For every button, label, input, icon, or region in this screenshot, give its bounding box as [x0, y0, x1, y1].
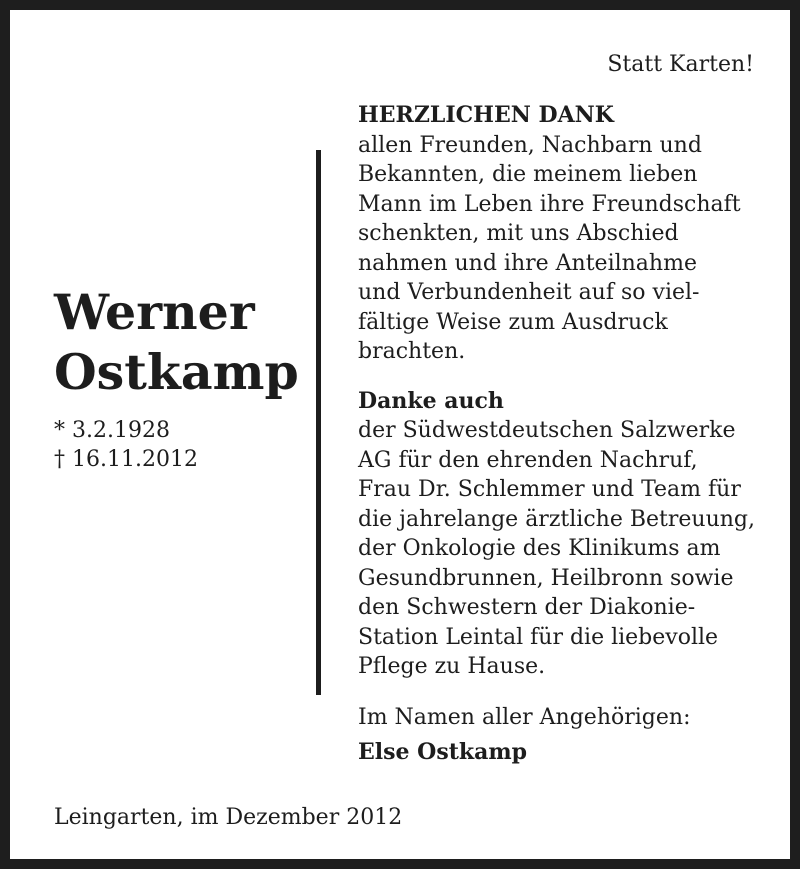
- vertical-rule: [316, 150, 321, 695]
- text-line: die jahrelange ärztliche Betreuung,: [358, 506, 755, 532]
- text-line: der Südwestdeutschen Salzwerke: [358, 418, 736, 443]
- text-line: der Onkologie des Klinikums am: [358, 536, 721, 561]
- text-line: allen Freunden, Nachbarn und: [358, 132, 702, 158]
- text-line: und Verbundenheit auf so viel-: [358, 280, 700, 305]
- death-date: † 16.11.2012: [54, 447, 198, 472]
- text-line: Mann im Leben ihre Freundschaft: [358, 191, 741, 217]
- thanks-text-block: [358, 101, 788, 768]
- text-line: Station Leintal für die liebevolle: [358, 624, 719, 650]
- text-line: Pflege zu Hause.: [358, 654, 546, 679]
- on-behalf-line: Im Namen aller Angehörigen:: [358, 704, 691, 730]
- thanks-also-heading: Danke auch: [358, 387, 504, 414]
- text-line: Gesundbrunnen, Heilbronn sowie: [358, 565, 734, 591]
- text-line: Bekannten, die meinem lieben: [358, 162, 698, 187]
- text-line: den Schwestern der Diakonie-: [358, 595, 696, 620]
- deceased-last-name: Ostkamp: [54, 343, 299, 401]
- statt-karten-note: Statt Karten!: [607, 52, 754, 77]
- signer-name: Else Ostkamp: [358, 739, 528, 765]
- thanks-paragraph: [358, 131, 788, 367]
- text-line: AG für den ehrenden Nachruf,: [358, 447, 698, 473]
- text-line: schenkten, mit uns Abschied: [358, 221, 679, 246]
- text-line: nahmen und ihre Anteilnahme: [358, 250, 697, 276]
- deceased-block: [54, 282, 299, 474]
- place-and-date: Leingarten, im Dezember 2012: [54, 805, 403, 830]
- thanks-heading: HERZLICHEN DANK: [358, 102, 614, 128]
- text-line: fältige Weise zum Ausdruck: [358, 309, 668, 335]
- thanks-also-section: [358, 387, 788, 682]
- deceased-first-name: Werner: [54, 283, 255, 341]
- birth-date: * 3.2.1928: [54, 418, 170, 443]
- closing-section: [358, 703, 788, 768]
- text-line: Frau Dr. Schlemmer und Team für: [358, 477, 741, 502]
- text-line: brachten.: [358, 339, 466, 364]
- life-dates: [54, 416, 299, 474]
